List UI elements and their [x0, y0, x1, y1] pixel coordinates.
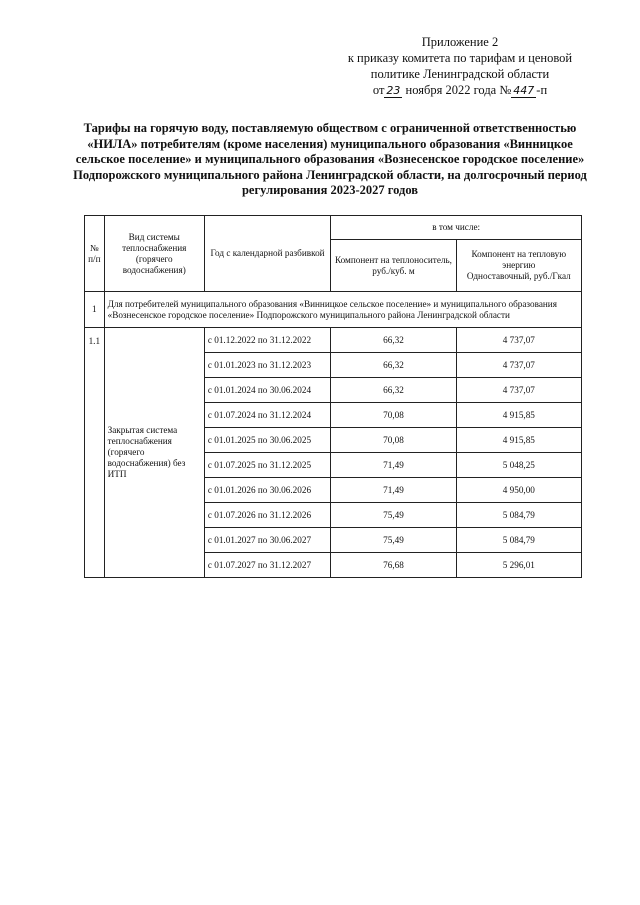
period-cell: с 01.01.2024 по 30.06.2024 — [204, 378, 330, 403]
subgroup-num: 1.1 — [85, 328, 105, 578]
group-row — [85, 292, 582, 328]
tariff-table — [84, 215, 582, 578]
comp1-cell: 75,49 — [331, 528, 456, 553]
comp1-cell: 66,32 — [331, 378, 456, 403]
comp2-cell: 4 737,07 — [456, 328, 581, 353]
comp1-cell: 66,32 — [331, 328, 456, 353]
comp1-cell: 70,08 — [331, 428, 456, 453]
period-cell: с 01.07.2025 по 31.12.2025 — [204, 453, 330, 478]
comp2-cell: 5 296,01 — [456, 553, 581, 578]
header-num: № п/п — [85, 216, 105, 292]
comp1-cell: 71,49 — [331, 478, 456, 503]
comp1-cell: 70,08 — [331, 403, 456, 428]
header-comp2-line2: Одноставочный, руб./Гкал — [466, 271, 571, 281]
group-description: Для потребителей муниципального образования «Винницкое сельское поселение» и муниципального образования «Вознесенское городское поселение» Подпорожского муниципального района Ленинградской области — [104, 292, 581, 328]
comp1-cell: 71,49 — [331, 453, 456, 478]
comp2-cell: 4 915,85 — [456, 428, 581, 453]
header-comp2-line1: Компонент на тепловую энергию — [471, 249, 567, 270]
subgroup-system: Закрытая система теплоснабжения (горячего водоснабжения) без ИТП — [104, 328, 204, 578]
appendix-date-line — [330, 82, 590, 99]
period-cell: с 01.01.2025 по 30.06.2025 — [204, 428, 330, 453]
order-day: 23 — [386, 84, 401, 97]
period-cell: с 01.07.2026 по 31.12.2026 — [204, 503, 330, 528]
comp2-cell: 5 084,79 — [456, 528, 581, 553]
tariff-rows — [85, 328, 582, 578]
date-middle: ноября 2022 года № — [402, 83, 512, 97]
comp2-cell: 4 737,07 — [456, 353, 581, 378]
comp1-cell: 76,68 — [331, 553, 456, 578]
period-cell: с 01.01.2026 по 30.06.2026 — [204, 478, 330, 503]
order-number: 447 — [513, 84, 535, 97]
comp2-cell: 5 048,25 — [456, 453, 581, 478]
comp2-cell: 4 915,85 — [456, 403, 581, 428]
table-row — [85, 328, 582, 353]
document-title: Тарифы на горячую воду, поставляемую обществом с ограниченной ответственностью «НИЛА» потребителям (кроме населения) муниципального образования «Винницкое сельское поселение» и муниципального образования «Вознесенское городское поселение» Подпорожского муниципального района Ленинградской области, на долгосрочный период регулирования 2023-2027 годов — [73, 121, 587, 198]
group-num: 1 — [85, 292, 105, 328]
comp2-cell: 5 084,79 — [456, 503, 581, 528]
comp1-cell: 75,49 — [331, 503, 456, 528]
header-period: Год с календарной разбивкой — [204, 216, 330, 292]
appendix-header — [330, 34, 590, 99]
appendix-order-line: к приказу комитета по тарифам и ценовой — [347, 51, 573, 65]
period-cell: с 01.07.2027 по 31.12.2027 — [204, 553, 330, 578]
header-system: Вид системы теплоснабжения (горячего водоснабжения) — [104, 216, 204, 292]
comp2-cell: 4 950,00 — [456, 478, 581, 503]
header-including: в том числе: — [331, 216, 582, 240]
period-cell: с 01.01.2027 по 30.06.2027 — [204, 528, 330, 553]
date-prefix: от — [372, 83, 385, 97]
header-comp2 — [456, 240, 581, 292]
period-cell: с 01.12.2022 по 31.12.2022 — [204, 328, 330, 353]
period-cell: с 01.01.2023 по 31.12.2023 — [204, 353, 330, 378]
appendix-committee-line: политике Ленинградской области — [370, 67, 550, 81]
period-cell: с 01.07.2024 по 31.12.2024 — [204, 403, 330, 428]
appendix-title: Приложение 2 — [421, 35, 499, 49]
comp2-cell: 4 737,07 — [456, 378, 581, 403]
header-comp1: Компонент на теплоноситель, руб./куб. м — [331, 240, 456, 292]
number-suffix: -п — [536, 83, 548, 97]
comp1-cell: 66,32 — [331, 353, 456, 378]
